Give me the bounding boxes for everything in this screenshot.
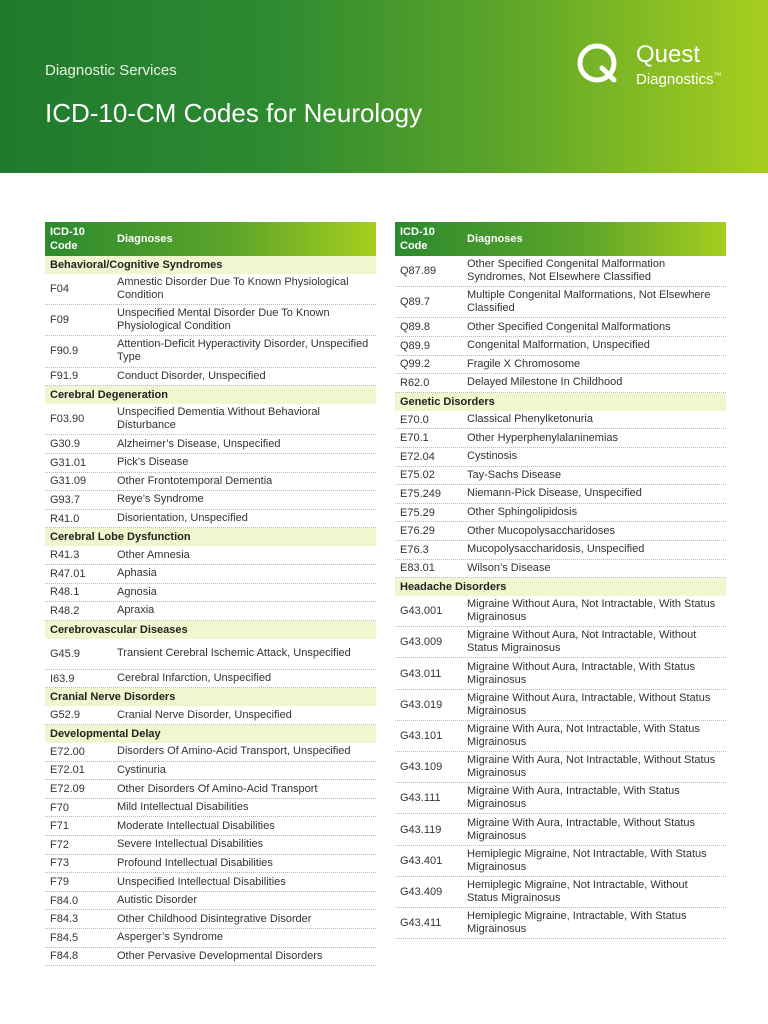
diagnosis-description: Disorientation, Unspecified [117, 512, 248, 525]
diagnosis-description: Wilson’s Disease [467, 561, 551, 574]
table-row [45, 855, 376, 874]
icd-code: G52.9 [50, 709, 80, 722]
diagnosis-description: Fragile X Chromosome [467, 357, 581, 370]
table-row [45, 799, 376, 818]
icd-code: F09 [50, 314, 69, 327]
logo-text-diagnostics-word: Diagnostics [636, 71, 714, 88]
header-code: ICD-10 Code [400, 226, 435, 252]
table-row [45, 510, 376, 529]
table-row [395, 783, 726, 814]
diagnosis-description: Other Specified Congenital Malformation Syndromes, Not Elsewhere Classified [467, 258, 666, 284]
table-header [395, 222, 726, 256]
diagnosis-description: Profound Intellectual Disabilities [117, 856, 273, 869]
quest-logo-icon [576, 42, 618, 84]
diagnosis-description: Moderate Intellectual Disabilities [117, 819, 275, 832]
table-row [395, 448, 726, 467]
icd-code: F84.0 [50, 894, 79, 907]
diagnosis-description: Disorders Of Amino-Acid Transport, Unspecified [117, 745, 351, 758]
icd-code: G43.401 [400, 854, 443, 867]
diagnosis-description: Migraine With Aura, Not Intractable, Without Status Migrainosus [467, 754, 716, 780]
table-row [395, 356, 726, 375]
table-row [395, 287, 726, 318]
table-row [395, 560, 726, 579]
diagnosis-description: Unspecified Intellectual Disabilities [117, 875, 286, 888]
icd-code: E75.02 [400, 469, 435, 482]
icd-code: Q89.8 [400, 321, 430, 334]
table-row [45, 435, 376, 454]
icd-code: G43.001 [400, 605, 443, 618]
table-row [45, 706, 376, 725]
diagnosis-description: Asperger’s Syndrome [117, 931, 223, 944]
category-heading: Developmental Delay [45, 725, 376, 743]
icd-code: E75.249 [400, 487, 441, 500]
page-title: ICD-10-CM Codes for Neurology [45, 98, 423, 128]
trademark-mark: ™ [713, 71, 722, 80]
diagnosis-description: Attention-Deficit Hyperactivity Disorder, Unspecified Type [117, 338, 369, 364]
icd-code: F04 [50, 283, 69, 296]
table-row [45, 336, 376, 367]
diagnosis-description: Mild Intellectual Disabilities [117, 801, 249, 814]
right-table [395, 222, 726, 939]
diagnosis-description: Hemiplegic Migraine, Intractable, With Status Migrainosus [467, 910, 687, 936]
icd-code: E72.09 [50, 783, 85, 796]
icd-code: E72.01 [50, 764, 85, 777]
diagnosis-description: Unspecified Dementia Without Behavioral Disturbance [117, 406, 320, 432]
diagnosis-description: Migraine Without Aura, Not Intractable, With Status Migrainosus [467, 598, 716, 624]
table-row [395, 721, 726, 752]
icd-code: Q89.9 [400, 339, 430, 352]
header-diagnoses: Diagnoses [467, 233, 523, 245]
icd-code: Q89.7 [400, 296, 430, 309]
diagnosis-description: Other Sphingolipidosis [467, 506, 578, 519]
table-row [45, 929, 376, 948]
icd-code: G30.9 [50, 438, 80, 451]
icd-code: E75.29 [400, 506, 435, 519]
diagnosis-description: Aphasia [117, 567, 157, 580]
left-table [45, 222, 376, 966]
diagnosis-description: Congenital Malformation, Unspecified [467, 339, 650, 352]
table-row [395, 690, 726, 721]
icd-code: I63.9 [50, 672, 75, 685]
icd-code: F03.90 [50, 413, 85, 426]
header-diagnoses: Diagnoses [117, 233, 173, 245]
table-row [45, 817, 376, 836]
diagnosis-description: Other Hyperphenylalaninemias [467, 431, 619, 444]
icd-code: G43.101 [400, 729, 443, 742]
icd-code: E70.1 [400, 432, 429, 445]
table-row [45, 473, 376, 492]
diagnosis-description: Reye’s Syndrome [117, 493, 204, 506]
table-row [45, 584, 376, 603]
table-row [45, 873, 376, 892]
category-heading: Cerebral Lobe Dysfunction [45, 528, 376, 546]
table-row [395, 752, 726, 783]
table-row [395, 846, 726, 877]
table-row [45, 565, 376, 584]
table-row [45, 274, 376, 305]
table-row [395, 504, 726, 523]
icd-code: F90.9 [50, 345, 79, 358]
icd-code: G45.9 [50, 647, 80, 660]
section-label: Diagnostic Services [45, 62, 177, 79]
category-heading: Cranial Nerve Disorders [45, 688, 376, 706]
icd-code: Q99.2 [400, 358, 430, 371]
icd-code: G43.109 [400, 761, 443, 774]
table-row [45, 762, 376, 781]
diagnosis-description: Migraine Without Aura, Intractable, Without Status Migrainosus [467, 691, 711, 717]
icd-code: G31.01 [50, 456, 87, 469]
logo-text-diagnostics [636, 68, 722, 88]
diagnosis-description: Classical Phenylketonuria [467, 413, 593, 426]
icd-code: F79 [50, 876, 69, 889]
diagnosis-description: Cranial Nerve Disorder, Unspecified [117, 708, 292, 721]
icd-code: R47.01 [50, 567, 86, 580]
table-row [395, 658, 726, 689]
table-row [45, 546, 376, 565]
table-row [45, 368, 376, 387]
table-row [395, 627, 726, 658]
diagnosis-description: Transient Cerebral Ischemic Attack, Unspecified [117, 647, 351, 660]
table-row [45, 948, 376, 967]
diagnosis-description: Alzheimer’s Disease, Unspecified [117, 437, 281, 450]
table-row [395, 411, 726, 430]
diagnosis-description: Delayed Milestone In Childhood [467, 376, 623, 389]
diagnosis-description: Migraine Without Aura, Intractable, With Status Migrainosus [467, 660, 696, 686]
diagnosis-description: Other Disorders Of Amino-Acid Transport [117, 782, 318, 795]
category-heading: Cerebrovascular Diseases [45, 621, 376, 639]
diagnosis-description: Amnestic Disorder Due To Known Physiological Condition [117, 276, 349, 302]
diagnosis-description: Migraine Without Aura, Not Intractable, Without Status Migrainosus [467, 629, 697, 655]
icd-code: G43.011 [400, 667, 442, 680]
table-row [45, 639, 376, 670]
table-row [395, 374, 726, 393]
icd-code: R41.3 [50, 549, 80, 562]
icd-code: R62.0 [400, 376, 430, 389]
icd-code: G43.111 [400, 792, 441, 805]
table-row [45, 780, 376, 799]
icd-code: G43.019 [400, 698, 443, 711]
icd-code: F72 [50, 838, 69, 851]
icd-code: F84.3 [50, 913, 79, 926]
table-row [45, 404, 376, 435]
icd-code: F71 [50, 820, 69, 833]
category-heading: Cerebral Degeneration [45, 386, 376, 404]
table-row [395, 318, 726, 337]
icd-code: E72.00 [50, 745, 85, 758]
icd-code: F84.5 [50, 931, 79, 944]
quest-logo [576, 40, 736, 88]
icd-code: F70 [50, 801, 69, 814]
diagnosis-description: Agnosia [117, 585, 157, 598]
table-row [395, 877, 726, 908]
table-row [395, 908, 726, 939]
icd-code: E83.01 [400, 562, 435, 575]
icd-code: F91.9 [50, 370, 79, 383]
diagnosis-description: Niemann-Pick Disease, Unspecified [467, 487, 642, 500]
table-row [45, 670, 376, 689]
category-heading: Genetic Disorders [395, 393, 726, 411]
table-row [45, 602, 376, 621]
diagnosis-description: Apraxia [117, 604, 155, 617]
icd-code: E70.0 [400, 413, 429, 426]
diagnosis-description: Unspecified Mental Disorder Due To Known Physiological Condition [117, 307, 330, 333]
diagnosis-description: Cystinuria [117, 763, 166, 776]
icd-code: Q87.89 [400, 265, 437, 278]
table-row [395, 522, 726, 541]
diagnosis-description: Other Pervasive Developmental Disorders [117, 949, 323, 962]
diagnosis-description: Pick’s Disease [117, 456, 189, 469]
diagnosis-description: Other Frontotemporal Dementia [117, 474, 273, 487]
table-row [395, 596, 726, 627]
table-header [45, 222, 376, 256]
table-row [45, 836, 376, 855]
icd-code: G31.09 [50, 475, 87, 488]
diagnosis-description: Migraine With Aura, Intractable, With Status Migrainosus [467, 785, 680, 811]
diagnosis-description: Other Mucopolysaccharidoses [467, 524, 615, 537]
diagnosis-description: Other Childhood Disintegrative Disorder [117, 912, 312, 925]
diagnosis-description: Hemiplegic Migraine, Not Intractable, Without Status Migrainosus [467, 878, 688, 904]
diagnosis-description: Hemiplegic Migraine, Not Intractable, With Status Migrainosus [467, 847, 707, 873]
table-row [395, 429, 726, 448]
icd-code: G43.119 [400, 823, 442, 836]
icd-code: E72.04 [400, 450, 435, 463]
diagnosis-description: Severe Intellectual Disabilities [117, 838, 264, 851]
table-row [45, 491, 376, 510]
icd-code: R48.1 [50, 586, 80, 599]
table-row [45, 305, 376, 336]
table-row [395, 467, 726, 486]
table-row [395, 814, 726, 845]
category-heading: Headache Disorders [395, 578, 726, 596]
icd-code: E76.3 [400, 543, 429, 556]
diagnosis-description: Cystinosis [467, 450, 518, 463]
icd-code: R48.2 [50, 604, 80, 617]
icd-code: G43.409 [400, 885, 443, 898]
logo-text-quest: Quest [636, 41, 701, 68]
diagnosis-description: Multiple Congenital Malformations, Not Elsewhere Classified [467, 289, 711, 315]
diagnosis-description: Migraine With Aura, Not Intractable, With Status Migrainosus [467, 722, 700, 748]
icd-code: G43.411 [400, 917, 442, 930]
diagnosis-description: Autistic Disorder [117, 894, 198, 907]
diagnosis-description: Mucopolysaccharidosis, Unspecified [467, 543, 645, 556]
diagnosis-description: Conduct Disorder, Unspecified [117, 369, 266, 382]
table-row [45, 892, 376, 911]
icd-code: G93.7 [50, 493, 80, 506]
table-row [395, 337, 726, 356]
table-row [45, 910, 376, 929]
header-banner [0, 0, 768, 173]
table-row [395, 256, 726, 287]
category-heading: Behavioral/Cognitive Syndromes [45, 256, 376, 274]
table-row [395, 485, 726, 504]
header-code: ICD-10 Code [50, 226, 85, 252]
table-row [45, 743, 376, 762]
diagnosis-description: Tay-Sachs Disease [467, 468, 562, 481]
icd-code: F84.8 [50, 950, 79, 963]
icd-code: E76.29 [400, 525, 435, 538]
table-row [395, 541, 726, 560]
diagnosis-description: Other Specified Congenital Malformations [467, 320, 671, 333]
table-row [45, 454, 376, 473]
icd-code: G43.009 [400, 636, 443, 649]
diagnosis-description: Other Amnesia [117, 548, 190, 561]
diagnosis-description: Cerebral Infarction, Unspecified [117, 672, 272, 685]
diagnosis-description: Migraine With Aura, Intractable, Without Status Migrainosus [467, 816, 696, 842]
icd-code: R41.0 [50, 512, 80, 525]
icd-code: F73 [50, 857, 69, 870]
